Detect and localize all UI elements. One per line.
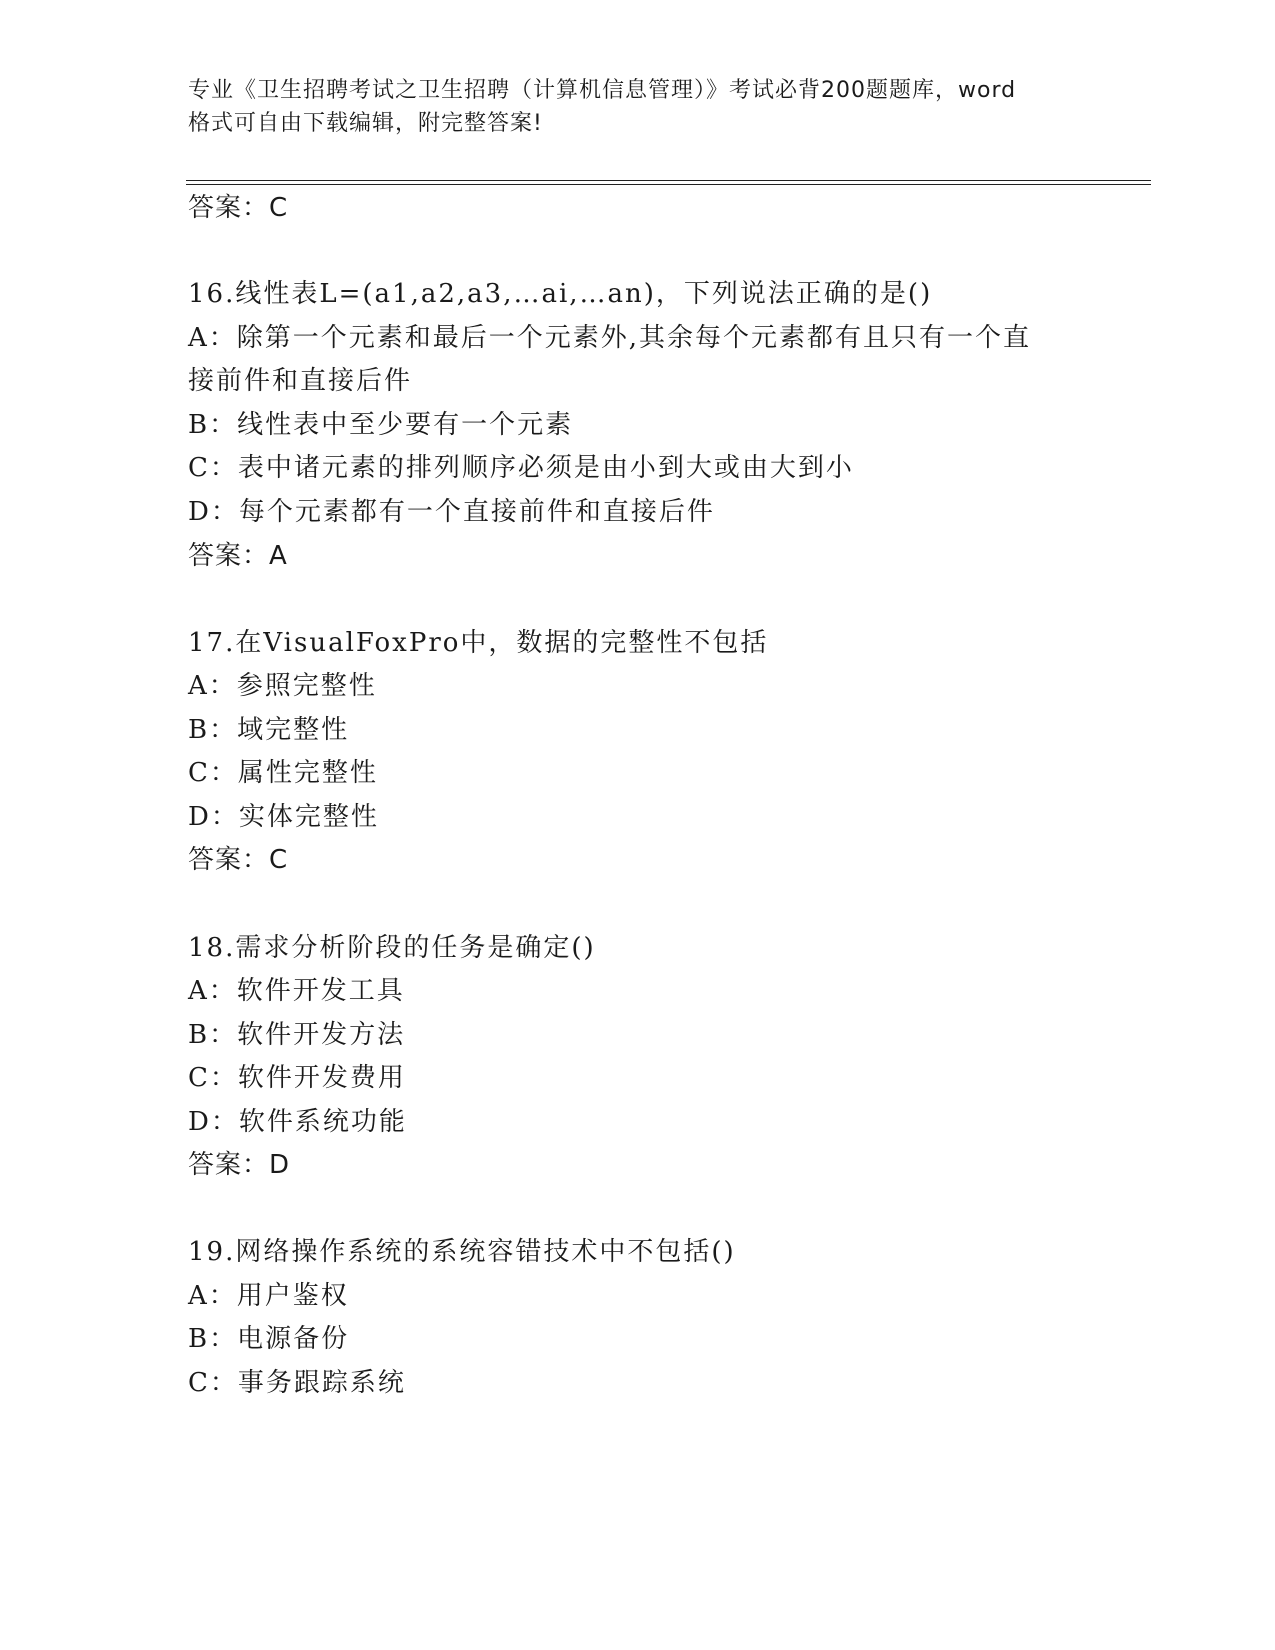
question-17-option-b: B：域完整性 bbox=[188, 715, 350, 745]
question-16-option-b: B：线性表中至少要有一个元素 bbox=[188, 410, 574, 440]
previous-answer: 答案：C bbox=[188, 193, 289, 223]
question-16-option-a-cont: 接前件和直接后件 bbox=[188, 366, 413, 396]
question-18-option-c: C：软件开发费用 bbox=[188, 1063, 406, 1093]
question-19-option-a: A：用户鉴权 bbox=[188, 1281, 349, 1311]
question-19-stem: 19.网络操作系统的系统容错技术中不包括() bbox=[188, 1237, 736, 1267]
question-19-option-c: C：事务跟踪系统 bbox=[188, 1368, 406, 1398]
question-18-option-d: D：软件系统功能 bbox=[188, 1107, 407, 1137]
question-17-stem: 17.在VisualFoxPro中，数据的完整性不包括 bbox=[188, 628, 769, 658]
document-header bbox=[188, 74, 1088, 140]
question-17-option-d: D：实体完整性 bbox=[188, 802, 379, 832]
question-16-option-a: A：除第一个元素和最后一个元素外,其余每个元素都有且只有一个直 bbox=[188, 323, 1032, 353]
question-16-stem: 16.线性表L=(a1,a2,a3,…ai,…an)，下列说法正确的是() bbox=[188, 279, 933, 309]
question-17-answer: 答案：C bbox=[188, 845, 289, 875]
question-18-stem: 18.需求分析阶段的任务是确定() bbox=[188, 933, 596, 963]
question-16-option-c: C：表中诸元素的排列顺序必须是由小到大或由大到小 bbox=[188, 453, 854, 483]
question-17-option-c: C：属性完整性 bbox=[188, 758, 378, 788]
question-16-option-d: D：每个元素都有一个直接前件和直接后件 bbox=[188, 497, 715, 527]
header-line-1: 专业《卫生招聘考试之卫生招聘（计算机信息管理）》考试必背200题题库，word bbox=[188, 78, 1017, 103]
header-divider-bottom bbox=[186, 184, 1151, 185]
question-19-option-b: B：电源备份 bbox=[188, 1324, 350, 1354]
header-line-2: 格式可自由下载编辑，附完整答案! bbox=[188, 111, 543, 136]
question-17-option-a: A：参照完整性 bbox=[188, 671, 377, 701]
question-16-answer: 答案：A bbox=[188, 541, 288, 571]
header-divider-top bbox=[186, 180, 1151, 181]
question-18-option-b: B：软件开发方法 bbox=[188, 1020, 406, 1050]
question-18-answer: 答案：D bbox=[188, 1150, 291, 1180]
question-18-option-a: A：软件开发工具 bbox=[188, 976, 405, 1006]
